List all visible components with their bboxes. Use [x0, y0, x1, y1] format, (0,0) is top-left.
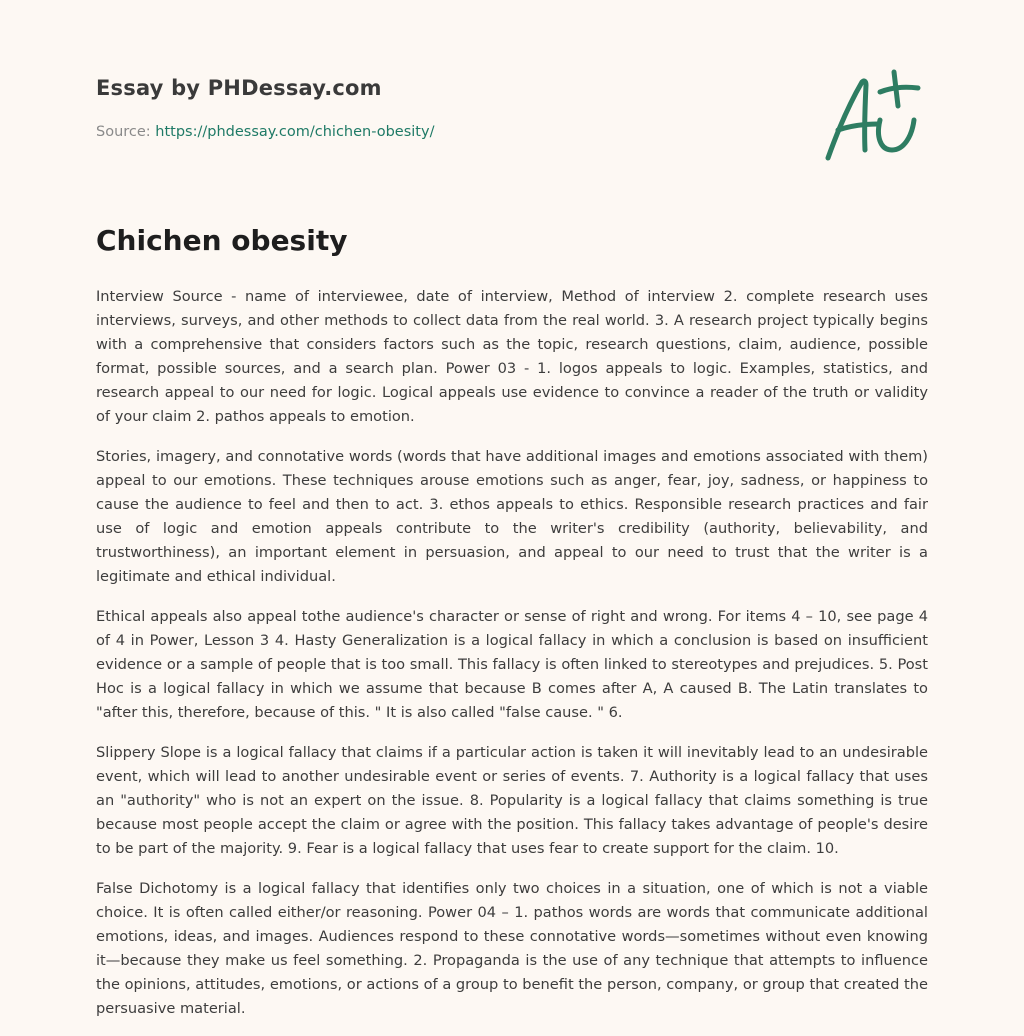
a-plus-grade-logo-icon — [818, 68, 930, 168]
essay-body — [96, 285, 928, 1036]
site-title: Essay by PHDessay.com — [96, 76, 382, 100]
essay-paragraph: Stories, imagery, and connotative words (words that have additional images and emotions associated with them) appeal to our emotions. These techniques arouse emotions such as anger, fear, joy, sadness, or happiness to cause the audience to feel and then to act. 3. ethos appeals to ethics. Responsible research practices and fair use of logic and emotion appeals contribute to the writer's credibility (authority, believability, and trustworthiness), an important element in persuasion, and appeal to our need to trust that the writer is a legitimate and ethical individual. — [96, 448, 928, 585]
essay-paragraph: Interview Source - name of interviewee, date of interview, Method of interview 2. complete research uses interviews, surveys, and other methods to collect data from the real world. 3. A research project typically begins with a comprehensive that considers factors such as the topic, research questions, claim, audience, possible format, possible sources, and a search plan. Power 03 - 1. logos appeals to logic. Examples, statistics, and research appeal to our need for logic. Logical appeals use evidence to convince a reader of the truth or validity of your claim 2. pathos appeals to emotion. — [96, 288, 928, 425]
essay-title: Chichen obesity — [96, 224, 348, 257]
essay-paragraph: Ethical appeals also appeal tothe audience's character or sense of right and wrong. For items 4 – 10, see page 4 of 4 in Power, Lesson 3 4. Hasty Generalization is a logical fallacy in which a conclusion is based on insufficient evidence or a sample of people that is too small. This fallacy is often linked to stereotypes and prejudices. 5. Post Hoc is a logical fallacy in which we assume that because B comes after A, A caused B. The Latin translates to "after this, therefore, because of this. " It is also called "false cause. " 6. — [96, 608, 928, 721]
source-link[interactable]: https://phdessay.com/chichen-obesity/ — [155, 124, 435, 140]
essay-paragraph: False Dichotomy is a logical fallacy that identifies only two choices in a situation, one of which is not a viable choice. It is often called either/or reasoning. Power 04 – 1. pathos words are words that communicate additional emotions, ideas, and images. Audiences respond to these connotative words—sometimes without even knowing it—because they make us feel something. 2. Propaganda is the use of any technique that attempts to influence the opinions, attitudes, emotions, or actions of a group to benefit the person, company, or group that created the persuasive material. — [96, 880, 928, 1017]
source-line — [96, 124, 434, 140]
essay-paragraph: Slippery Slope is a logical fallacy that claims if a particular action is taken it will inevitably lead to an undesirable event, which will lead to another undesirable event or series of events. 7. Authority is a logical fallacy that uses an "authority" who is not an expert on the issue. 8. Popularity is a logical fallacy that claims something is true because most people accept the claim or agree with the position. This fallacy takes advantage of people's desire to be part of the majority. 9. Fear is a logical fallacy that uses fear to create support for the claim. 10. — [96, 744, 928, 857]
source-label: Source: — [96, 124, 151, 140]
